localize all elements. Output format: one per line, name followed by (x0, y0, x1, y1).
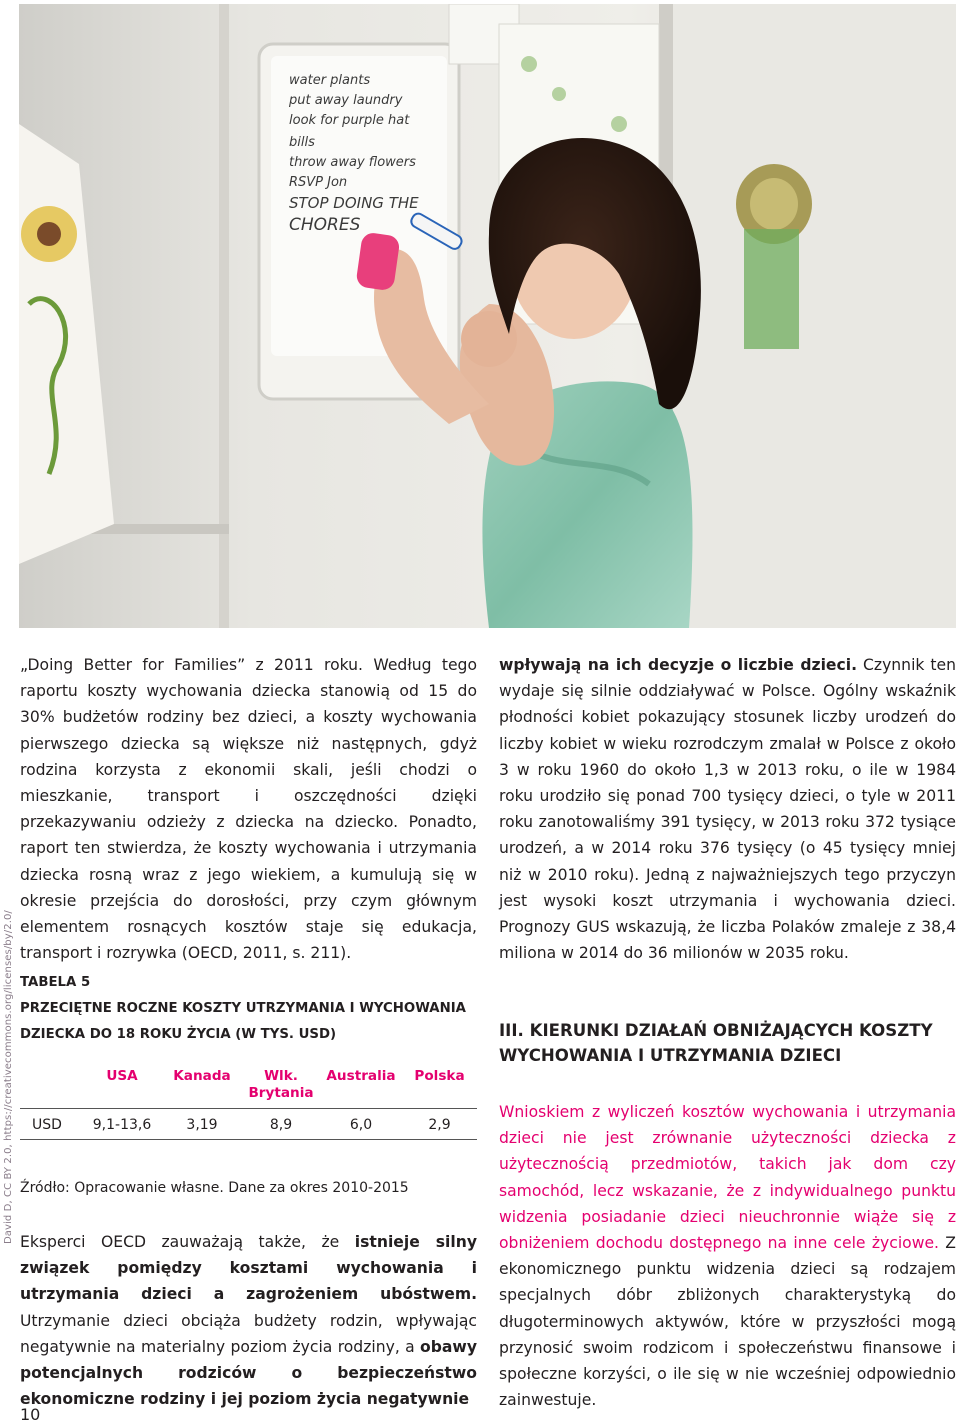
table-header-polska: Polska (402, 1064, 477, 1109)
table-cell-unit: USD (20, 1109, 82, 1140)
board-line-6: RSVP Jon (289, 175, 348, 190)
table-label: TABELA 5 (20, 975, 91, 990)
table-cell-kanada: 3,19 (162, 1109, 242, 1140)
table-cell-australia: 6,0 (320, 1109, 402, 1140)
right-p2-text: Z ekonomicznego punktu widzenia dzieci są rodzajem specjalnych dóbr zbliżonych charakterystyką do długoterminowych aktywów, które w przyszłości mogą przynosić swoim rodzicom i społeczeństwu finansowe i społeczne korzyści, o ile się w nie wcześniej odpowiednio zainwestuje. (499, 1234, 956, 1410)
left-column-text (20, 652, 477, 966)
cost-table-wrapper (20, 1064, 477, 1140)
table-title-line-2: DZIECKA DO 18 ROKU ŻYCIA (W TYS. USD) (20, 1027, 337, 1042)
table-header-usa: USA (82, 1064, 162, 1109)
left-p2-bold-b: istnieje silny związek pomiędzy kosztami wychowania i utrzymania dzieci a zagrożeniem ubóstwem. (20, 1233, 477, 1304)
photo-girl-writing-on-whiteboard (19, 4, 956, 628)
table-header-wlk-brytania: Wlk. Brytania (242, 1064, 320, 1109)
table-header-row (20, 1064, 477, 1109)
table-cell-usa: 9,1-13,6 (82, 1109, 162, 1140)
section-heading-line-1: III. KIERUNKI DZIAŁAŃ OBNIŻAJĄCYCH KOSZTY (499, 1021, 933, 1040)
board-line-8: CHORES (289, 215, 361, 235)
left-paragraph-1: „Doing Better for Families” z 2011 roku. Według tego raportu koszty wychowania dziecka stanowią od 15 do 30% budżetów rodziny bez dzieci, a koszty wychowania pierwszego dziecka są większe niż następnych, gdyż rodzina korzysta z ekonomii skali, jeśli chodzi o mieszkanie, transport i oszczędności dzięki przekazywaniu odzieży z dziecka na dziecko. Ponadto, raport ten stwierdza, że koszty wychowania i utrzymania dziecka rosną wraz z jego wiekiem, a kumulują się w okresie przejścia do dorosłości, przy czym głównym elementem rosnących kosztów staje się edukacja, transport i rozrywka (OECD, 2011, s. 211). (20, 656, 477, 963)
photo-credit (1, 624, 19, 1244)
right-p2-highlight: Wnioskiem z wyliczeń kosztów wychowania i utrzymania dzieci nie jest zrównanie użyteczności dziecka z użytecznością przedmiotów, takich jak dom czy samochód, lecz wskazanie, że z indywidualnego punktu widzenia posiadanie dzieci nieuchronnie wiąże się z obniżeniem dochodu dostępnego na inne cele życiowe. (499, 1103, 956, 1253)
table-header-kanada: Kanada (162, 1064, 242, 1109)
left-p2-text-a: Eksperci OECD zauważają także, że (20, 1233, 355, 1251)
left-p2-text-c: Utrzymanie dzieci obciąża budżety rodzin, wpływając negatywnie na materialny poziom życia rodziny, a (20, 1311, 477, 1356)
right-p1-bold: wpływają na ich decyzje o liczbie dzieci. (499, 656, 858, 674)
table-header-empty (20, 1064, 82, 1109)
cost-table (20, 1064, 477, 1140)
photo-credit-text: David D, CC BY 2.0, https://creativecommons.org/licenses/by/2.0/ (3, 910, 14, 1244)
right-paragraph-1 (499, 652, 956, 966)
left-paragraph-2 (20, 1229, 477, 1412)
table-row (20, 1109, 477, 1140)
table-source: Źródło: Opracowanie własne. Dane za okres 2010-2015 (20, 1180, 409, 1196)
board-line-3: look for purple hat (289, 113, 410, 128)
section-heading (499, 1018, 956, 1068)
board-line-5: throw away flowers (289, 155, 416, 170)
board-line-4: bills (289, 135, 315, 150)
page-number: 10 (20, 1405, 41, 1424)
board-line-7: STOP DOING THE (289, 194, 419, 212)
table-cell-polska: 2,9 (402, 1109, 477, 1140)
right-paragraph-2 (499, 1099, 956, 1413)
right-p1-text: Czynnik ten wydaje się silnie oddziaływać w Polsce. Ogólny wskaźnik płodności kobiet pokazujący stosunek liczby urodzeń do liczby kobiet w wieku rozrodczym zmalał w Polsce z około 3 w roku 1960 do około 1,3 w 2013 roku, o ile w 1984 roku urodziło się ponad 700 tysięcy dzieci, o tyle w 2011 roku zanotowaliśmy 391 tysięcy, w 2013 roku 372 tysiące urodzeń, a w 2014 roku 376 tysięcy (o 45 tysięcy mniej niż w 2010 roku). Jedną z najważniejszych tego przyczyn jest wysoki koszt utrzymania i wychowania dzieci. Prognozy GUS wskazują, że liczba Polaków zmaleje z 38,4 miliona w 2014 do 36 milionów w 2035 roku. (499, 656, 957, 963)
section-heading-line-2: WYCHOWANIA I UTRZYMANIA DZIECI (499, 1046, 842, 1065)
table-title-line-1: PRZECIĘTNE ROCZNE KOSZTY UTRZYMANIA I WYCHOWANIA (20, 1001, 466, 1016)
board-line-2: put away laundry (289, 93, 403, 108)
board-line-1: water plants (289, 73, 371, 88)
table-cell-wlk-brytania: 8,9 (242, 1109, 320, 1140)
photo-illustration (19, 4, 956, 628)
table-header-australia: Australia (320, 1064, 402, 1109)
table-caption (20, 970, 477, 1048)
right-column-text (499, 652, 956, 966)
left-p2-bold-d: obawy potencjalnych rodziców o bezpieczeństwo ekonomiczne rodziny i jej poziom życia negatywnie (20, 1337, 477, 1409)
